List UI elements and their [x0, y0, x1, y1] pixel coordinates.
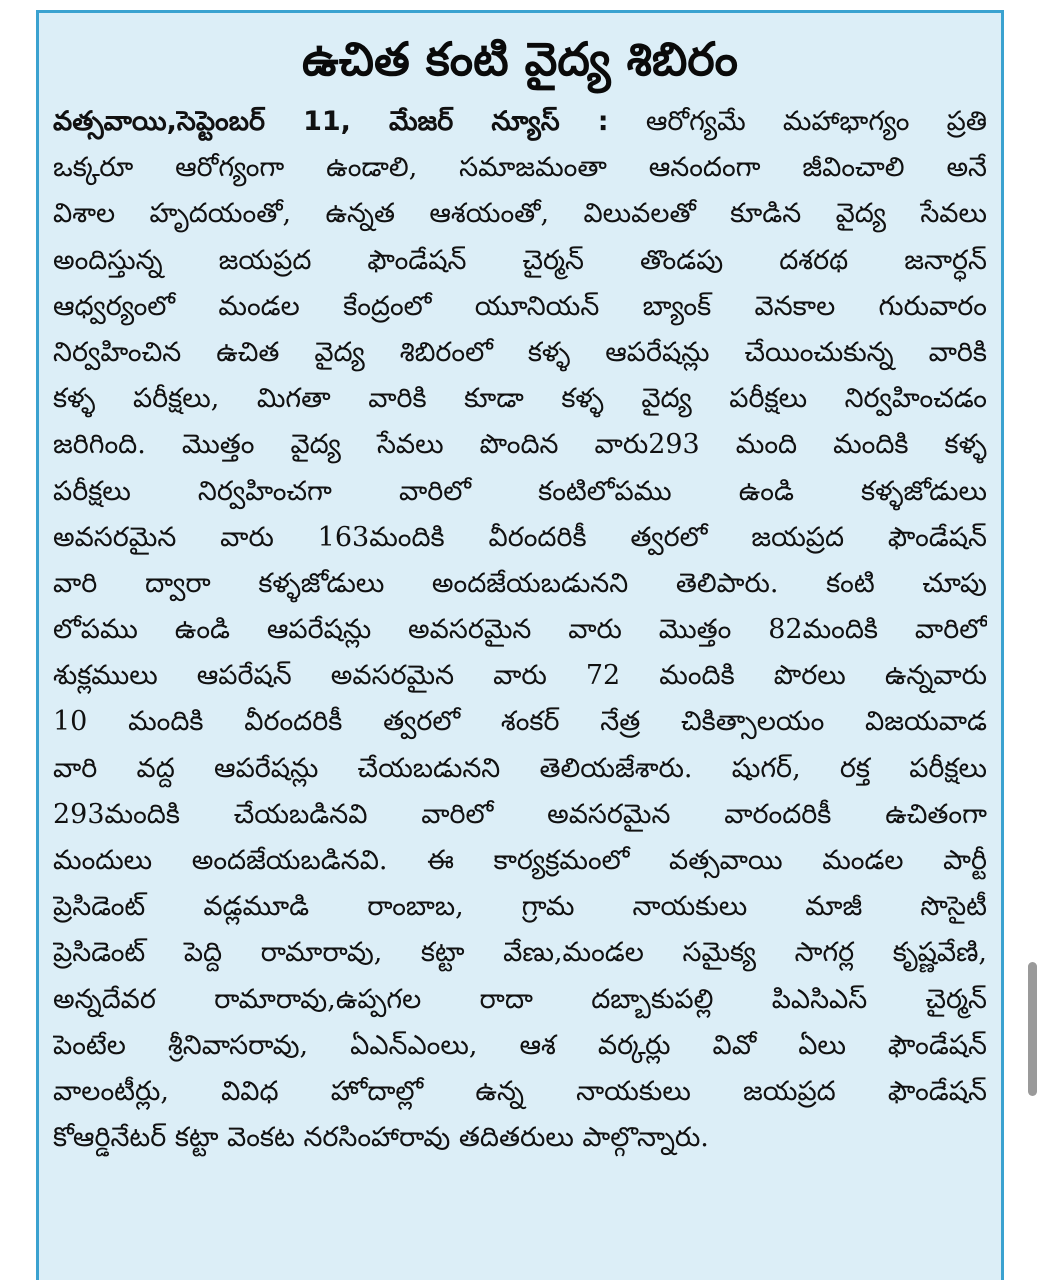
- article-line: నిర్వహించిన ఉచిత వైద్య శిబిరంలో కళ్ళ ఆపరేషన్లు చేయించుకున్న వారికి: [53, 336, 987, 368]
- scrollbar-thumb[interactable]: [1028, 962, 1037, 1096]
- article-line: అవసరమైన వారు 163మందికి వీరందరికీ త్వరలో జయప్రద ఫౌండేషన్: [53, 521, 987, 553]
- article-line: అందిస్తున్న జయప్రద ఫౌండేషన్ చైర్మన్ తొండపు దశరథ జనార్ధన్: [53, 244, 987, 276]
- article-line: వారి ద్వారా కళ్ళజోడులు అందజేయబడునని తెలిపారు. కంటి చూపు: [53, 567, 987, 599]
- dateline: వత్సవాయి,సెప్టెంబర్ 11, మేజర్ న్యూస్ :: [53, 106, 609, 137]
- article-line: పరీక్షలు నిర్వహించగా వారిలో కంటిలోపము ఉండి కళ్ళజోడులు: [53, 475, 987, 507]
- first-line-text: ఆరోగ్యమే మహాభాగ్యం ప్రతి: [645, 106, 987, 137]
- news-clipping: [36, 10, 1004, 1280]
- article-line: లోపము ఉండి ఆపరేషన్లు అవసరమైన వారు మొత్తం 82మందికి వారిలో: [53, 614, 987, 646]
- article-line: అన్నదేవర రామారావు,ఉప్పగల రాదా దబ్బాకుపల్లి పిఎసిఎస్ చైర్మన్: [53, 983, 987, 1015]
- article-line: ఒక్కరూ ఆరోగ్యంగా ఉండాలి, సమాజమంతా ఆనందంగా జీవించాలి అనే: [53, 152, 987, 184]
- article-line: కోఆర్డినేటర్ కట్టా వెంకట నరసింహారావు తదితరులు పాల్గొన్నారు.: [53, 1122, 709, 1154]
- article-line: కళ్ళ పరీక్షలు, మిగతా వారికి కూడా కళ్ళ వైద్య పరీక్షలు నిర్వహించడం: [53, 383, 987, 415]
- article-line: వారి వద్ద ఆపరేషన్లు చేయబడునని తెలియజేశారు. షుగర్, రక్త పరీక్షలు: [53, 752, 987, 784]
- article-line: పెంటేల శ్రీనివాసరావు, ఏఎన్ఎంలు, ఆశ వర్కర్లు వివో ఏలు ఫౌండేషన్: [53, 1029, 987, 1061]
- article-line: ప్రెసిడెంట్ వడ్లమూడి రాంబాబ, గ్రామ నాయకులు మాజీ సొసైటీ: [53, 891, 987, 923]
- article-line: మందులు అందజేయబడినవి. ఈ కార్యక్రమంలో వత్సవాయి మండల పార్టీ: [53, 845, 987, 876]
- article-line: 293మందికి చేయబడినవి వారిలో అవసరమైన వారందరికీ ఉచితంగా: [53, 798, 987, 830]
- article-line: ప్రెసిడెంట్ పెద్ది రామారావు, కట్టా వేణు,మండల సమైక్య సాగర్ల కృష్ణవేణి,: [53, 937, 987, 969]
- article-line: శుక్లములు ఆపరేషన్ అవసరమైన వారు 72 మందికి పొరలు ఉన్నవారు: [53, 660, 987, 692]
- article-body: [53, 99, 987, 1161]
- article-line: జరిగింది. మొత్తం వైద్య సేవలు పొందిన వారు293 మంది మందికి కళ్ళ: [53, 429, 987, 461]
- article-line: ఆధ్వర్యంలో మండల కేంద్రంలో యూనియన్ బ్యాంక్ వెనకాల గురువారం: [53, 290, 987, 322]
- article-line: [53, 99, 987, 145]
- headline: ఉచిత కంటి వైద్య శిబిరం: [302, 32, 738, 86]
- article-line: వాలంటీర్లు, వివిధ హోదాల్లో ఉన్న నాయకులు జయప్రద ఫౌండేషన్: [53, 1075, 987, 1107]
- article-line: విశాల హృదయంతో, ఉన్నత ఆశయంతో, విలువలతో కూడిన వైద్య సేవలు: [53, 198, 987, 230]
- article-line: 10 మందికి వీరందరికీ త్వరలో శంకర్ నేత్ర చికిత్సాలయం విజయవాడ: [53, 706, 987, 738]
